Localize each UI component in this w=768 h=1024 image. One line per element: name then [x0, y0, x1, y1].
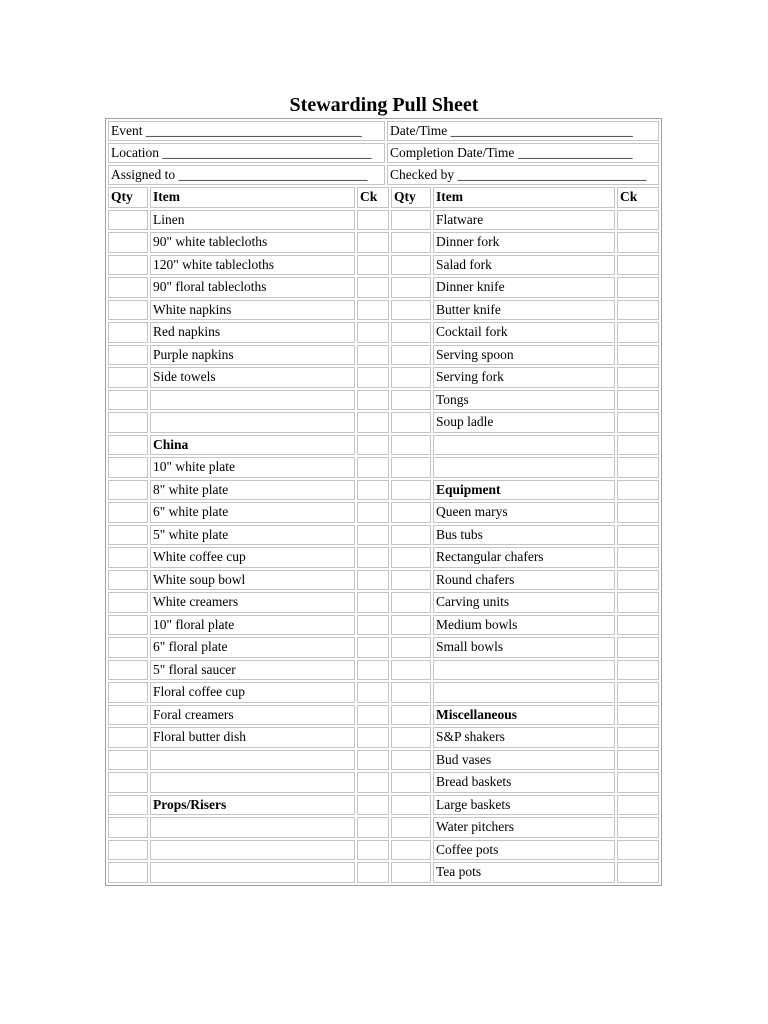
qty-cell[interactable] [108, 345, 148, 366]
item-cell: Floral coffee cup [150, 682, 355, 703]
table-row [108, 480, 659, 501]
ck-header: Ck [617, 187, 659, 208]
check-cell[interactable] [617, 367, 659, 388]
table-row [108, 232, 659, 253]
check-cell[interactable] [357, 772, 389, 793]
check-cell[interactable] [617, 750, 659, 771]
qty-cell[interactable] [108, 840, 148, 861]
qty-cell[interactable] [108, 255, 148, 276]
header-fields-table [106, 119, 661, 187]
table-row [108, 660, 659, 681]
qty-cell[interactable] [108, 682, 148, 703]
check-cell[interactable] [357, 615, 389, 636]
header-field[interactable]: Event ________________________________ [108, 121, 385, 141]
table-row [108, 795, 659, 816]
header-field-row [108, 121, 659, 141]
qty-cell[interactable] [108, 592, 148, 613]
item-cell: Red napkins [150, 322, 355, 343]
qty-cell[interactable] [391, 592, 431, 613]
check-cell[interactable] [617, 727, 659, 748]
check-cell[interactable] [357, 435, 389, 456]
check-cell[interactable] [617, 232, 659, 253]
qty-cell[interactable] [108, 525, 148, 546]
item-cell: White coffee cup [150, 547, 355, 568]
qty-cell[interactable] [108, 772, 148, 793]
table-row [108, 525, 659, 546]
qty-cell[interactable] [391, 525, 431, 546]
check-cell[interactable] [617, 345, 659, 366]
check-cell[interactable] [357, 795, 389, 816]
check-cell[interactable] [617, 705, 659, 726]
header-field[interactable]: Date/Time ___________________________ [387, 121, 659, 141]
check-cell[interactable] [617, 255, 659, 276]
item-cell: Coffee pots [433, 840, 615, 861]
check-cell[interactable] [357, 660, 389, 681]
section-heading: Miscellaneous [433, 705, 615, 726]
check-cell[interactable] [357, 210, 389, 231]
qty-cell[interactable] [391, 322, 431, 343]
table-row [108, 390, 659, 411]
item-cell: Medium bowls [433, 615, 615, 636]
qty-cell[interactable] [108, 570, 148, 591]
item-cell: 120" white tablecloths [150, 255, 355, 276]
qty-cell[interactable] [391, 210, 431, 231]
qty-cell[interactable] [108, 435, 148, 456]
item-cell: Large baskets [433, 795, 615, 816]
item-cell: 6" white plate [150, 502, 355, 523]
item-cell: Linen [150, 210, 355, 231]
table-row [108, 210, 659, 231]
item-cell: Queen marys [433, 502, 615, 523]
check-cell[interactable] [357, 525, 389, 546]
item-cell: Bud vases [433, 750, 615, 771]
header-field-row [108, 143, 659, 163]
qty-cell[interactable] [391, 277, 431, 298]
qty-cell[interactable] [108, 232, 148, 253]
table-row [108, 570, 659, 591]
table-row [108, 435, 659, 456]
table-row [108, 637, 659, 658]
check-cell[interactable] [357, 457, 389, 478]
qty-cell[interactable] [391, 390, 431, 411]
header-field[interactable]: Assigned to ____________________________ [108, 165, 385, 185]
table-row [108, 300, 659, 321]
item-cell [433, 457, 615, 478]
check-cell[interactable] [357, 300, 389, 321]
check-cell[interactable] [357, 750, 389, 771]
header-field-row [108, 165, 659, 185]
item-cell: Carving units [433, 592, 615, 613]
check-cell[interactable] [357, 277, 389, 298]
item-cell: Small bowls [433, 637, 615, 658]
check-cell[interactable] [357, 390, 389, 411]
check-cell[interactable] [617, 615, 659, 636]
qty-cell[interactable] [391, 637, 431, 658]
qty-cell[interactable] [391, 817, 431, 838]
table-row [108, 817, 659, 838]
qty-cell[interactable] [108, 390, 148, 411]
table-row [108, 682, 659, 703]
qty-cell[interactable] [391, 435, 431, 456]
qty-cell[interactable] [108, 795, 148, 816]
qty-cell[interactable] [108, 322, 148, 343]
check-cell[interactable] [357, 255, 389, 276]
ck-header: Ck [357, 187, 389, 208]
table-row [108, 345, 659, 366]
item-cell [433, 435, 615, 456]
table-row [108, 322, 659, 343]
check-cell[interactable] [357, 367, 389, 388]
qty-cell[interactable] [108, 750, 148, 771]
check-cell[interactable] [357, 322, 389, 343]
header-field[interactable]: Checked by ____________________________ [387, 165, 659, 185]
qty-cell[interactable] [108, 615, 148, 636]
check-cell[interactable] [617, 480, 659, 501]
qty-cell[interactable] [108, 502, 148, 523]
table-row [108, 772, 659, 793]
header-field[interactable]: Completion Date/Time _________________ [387, 143, 659, 163]
qty-cell[interactable] [108, 300, 148, 321]
check-cell[interactable] [357, 705, 389, 726]
item-header: Item [433, 187, 615, 208]
item-cell: 10" white plate [150, 457, 355, 478]
item-cell: Cocktail fork [433, 322, 615, 343]
qty-cell[interactable] [108, 637, 148, 658]
section-heading: China [150, 435, 355, 456]
item-cell: Salad fork [433, 255, 615, 276]
qty-cell[interactable] [108, 210, 148, 231]
qty-cell[interactable] [391, 772, 431, 793]
item-cell [150, 390, 355, 411]
qty-cell[interactable] [391, 682, 431, 703]
qty-cell[interactable] [391, 255, 431, 276]
check-cell[interactable] [357, 862, 389, 883]
check-cell[interactable] [617, 660, 659, 681]
item-cell: Bus tubs [433, 525, 615, 546]
table-row [108, 412, 659, 433]
item-cell [150, 840, 355, 861]
check-cell[interactable] [617, 322, 659, 343]
table-row [108, 502, 659, 523]
check-cell[interactable] [617, 817, 659, 838]
qty-cell[interactable] [391, 615, 431, 636]
check-cell[interactable] [617, 772, 659, 793]
item-cell: Side towels [150, 367, 355, 388]
item-cell: Dinner fork [433, 232, 615, 253]
qty-cell[interactable] [391, 705, 431, 726]
item-cell: 6" floral plate [150, 637, 355, 658]
item-cell [150, 772, 355, 793]
item-cell: Serving fork [433, 367, 615, 388]
check-cell[interactable] [357, 480, 389, 501]
item-cell: Soup ladle [433, 412, 615, 433]
qty-cell[interactable] [108, 367, 148, 388]
table-row [108, 862, 659, 883]
table-row [108, 592, 659, 613]
table-row [108, 727, 659, 748]
qty-cell[interactable] [391, 300, 431, 321]
check-cell[interactable] [617, 525, 659, 546]
item-cell: Floral butter dish [150, 727, 355, 748]
check-cell[interactable] [617, 592, 659, 613]
qty-cell[interactable] [391, 840, 431, 861]
item-cell: 10" floral plate [150, 615, 355, 636]
check-cell[interactable] [357, 547, 389, 568]
check-cell[interactable] [617, 390, 659, 411]
check-cell[interactable] [357, 232, 389, 253]
item-cell: Rectangular chafers [433, 547, 615, 568]
item-cell: Flatware [433, 210, 615, 231]
item-cell: White soup bowl [150, 570, 355, 591]
item-cell [150, 412, 355, 433]
section-heading: Props/Risers [150, 795, 355, 816]
section-heading: Equipment [433, 480, 615, 501]
check-cell[interactable] [357, 502, 389, 523]
check-cell[interactable] [357, 727, 389, 748]
item-cell [433, 682, 615, 703]
item-cell: Serving spoon [433, 345, 615, 366]
item-cell: Round chafers [433, 570, 615, 591]
qty-cell[interactable] [391, 750, 431, 771]
item-cell: Bread baskets [433, 772, 615, 793]
qty-cell[interactable] [391, 547, 431, 568]
qty-cell[interactable] [108, 727, 148, 748]
item-cell [150, 817, 355, 838]
check-cell[interactable] [357, 682, 389, 703]
check-cell[interactable] [617, 210, 659, 231]
qty-header: Qty [108, 187, 148, 208]
item-cell: Dinner knife [433, 277, 615, 298]
item-cell: 90" white tablecloths [150, 232, 355, 253]
item-cell: 5" white plate [150, 525, 355, 546]
item-cell: 90" floral tablecloths [150, 277, 355, 298]
item-cell [433, 660, 615, 681]
item-cell: Purple napkins [150, 345, 355, 366]
pull-sheet [105, 118, 662, 886]
qty-cell[interactable] [108, 412, 148, 433]
check-cell[interactable] [617, 682, 659, 703]
table-row [108, 367, 659, 388]
item-cell: Butter knife [433, 300, 615, 321]
check-cell[interactable] [357, 592, 389, 613]
qty-cell[interactable] [391, 232, 431, 253]
check-cell[interactable] [357, 840, 389, 861]
check-cell[interactable] [357, 412, 389, 433]
qty-cell[interactable] [391, 367, 431, 388]
qty-cell[interactable] [391, 660, 431, 681]
item-cell: 5" floral saucer [150, 660, 355, 681]
item-cell: Tea pots [433, 862, 615, 883]
qty-cell[interactable] [391, 862, 431, 883]
qty-cell[interactable] [108, 480, 148, 501]
check-cell[interactable] [617, 570, 659, 591]
item-cell [150, 750, 355, 771]
table-row [108, 615, 659, 636]
check-cell[interactable] [617, 412, 659, 433]
header-field[interactable]: Location _______________________________ [108, 143, 385, 163]
qty-cell[interactable] [391, 727, 431, 748]
table-row [108, 750, 659, 771]
item-cell: Foral creamers [150, 705, 355, 726]
check-cell[interactable] [617, 547, 659, 568]
qty-cell[interactable] [391, 480, 431, 501]
check-cell[interactable] [357, 570, 389, 591]
qty-cell[interactable] [108, 660, 148, 681]
table-row [108, 255, 659, 276]
check-cell[interactable] [357, 817, 389, 838]
check-cell[interactable] [617, 840, 659, 861]
check-cell[interactable] [617, 795, 659, 816]
check-cell[interactable] [617, 300, 659, 321]
item-cell: White creamers [150, 592, 355, 613]
table-row [108, 547, 659, 568]
qty-header: Qty [391, 187, 431, 208]
check-cell[interactable] [617, 637, 659, 658]
qty-cell[interactable] [108, 862, 148, 883]
check-cell[interactable] [617, 862, 659, 883]
check-cell[interactable] [617, 277, 659, 298]
check-cell[interactable] [357, 345, 389, 366]
check-cell[interactable] [617, 502, 659, 523]
check-cell[interactable] [357, 637, 389, 658]
items-table [106, 185, 661, 885]
qty-cell[interactable] [391, 570, 431, 591]
qty-cell[interactable] [108, 817, 148, 838]
qty-cell[interactable] [391, 502, 431, 523]
qty-cell[interactable] [108, 277, 148, 298]
qty-cell[interactable] [391, 457, 431, 478]
item-cell: White napkins [150, 300, 355, 321]
table-row [108, 705, 659, 726]
table-row [108, 840, 659, 861]
check-cell[interactable] [617, 457, 659, 478]
column-header-row [108, 187, 659, 208]
qty-cell[interactable] [391, 412, 431, 433]
check-cell[interactable] [617, 435, 659, 456]
item-cell: Tongs [433, 390, 615, 411]
item-cell [150, 862, 355, 883]
table-row [108, 277, 659, 298]
item-header: Item [150, 187, 355, 208]
item-cell: S&P shakers [433, 727, 615, 748]
item-cell: Water pitchers [433, 817, 615, 838]
qty-cell[interactable] [391, 795, 431, 816]
qty-cell[interactable] [391, 345, 431, 366]
qty-cell[interactable] [108, 705, 148, 726]
page-title: Stewarding Pull Sheet [289, 94, 479, 116]
qty-cell[interactable] [108, 457, 148, 478]
table-row [108, 457, 659, 478]
item-cell: 8" white plate [150, 480, 355, 501]
qty-cell[interactable] [108, 547, 148, 568]
